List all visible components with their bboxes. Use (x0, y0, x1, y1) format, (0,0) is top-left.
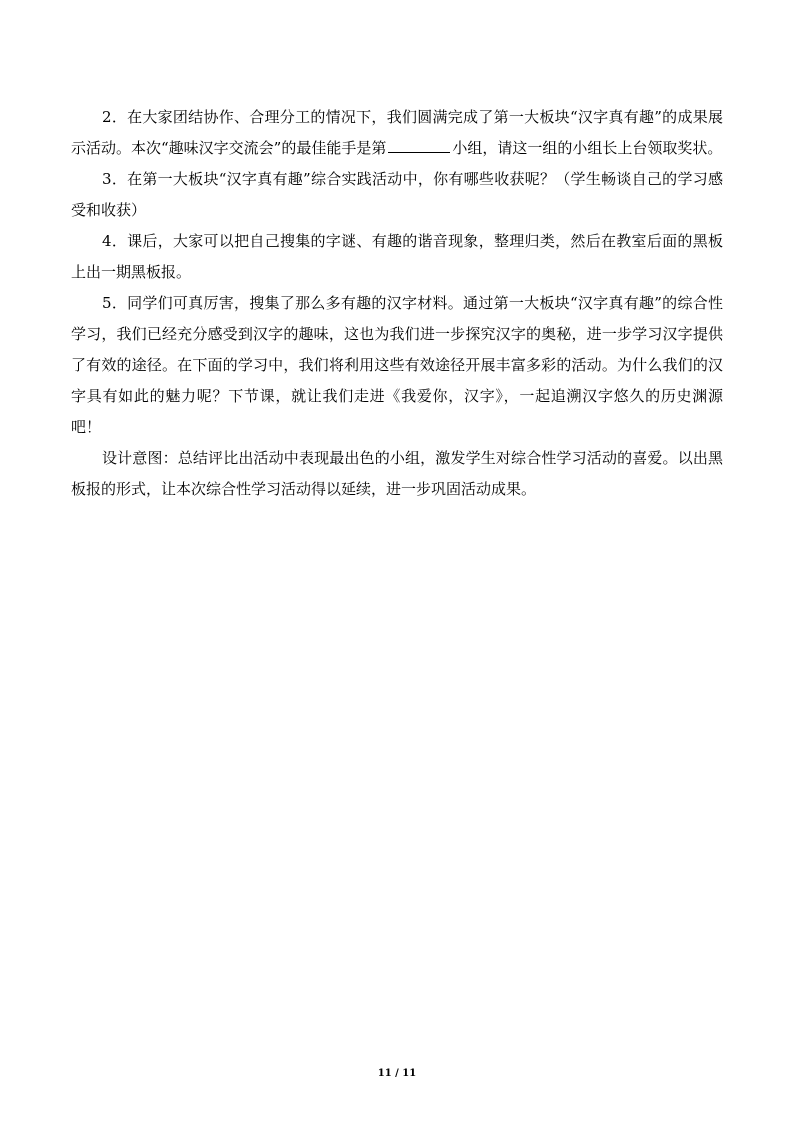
paragraph-text: 小组，请这一组的小组长上台领取奖状。 (452, 139, 723, 157)
paragraph-item-5: 5．同学们可真厉害，搜集了那么多有趣的汉字材料。通过第一大板块“汉字真有趣”的综合性学习，我们已经充分感受到汉字的趣味，这也为我们进一步探究汉字的奥秘，进一步学习汉字提供了有效的途径。在下面的学习中，我们将利用这些有效途径开展丰富多彩的活动。为什么我们的汉字具有如此的魅力呢？下节课，就让我们走进《我爱你，汉字》，一起追溯汉字悠久的历史渊源吧！ (71, 294, 723, 436)
page-number: 11 / 11 (377, 1068, 417, 1079)
document-body (71, 102, 723, 505)
paragraph-item-4: 4．课后，大家可以把自己搜集的字谜、有趣的谐音现象，整理归类，然后在教室后面的黑板上出一期黑板报。 (71, 232, 723, 281)
design-intent-paragraph: 设计意图：总结评比出活动中表现最出色的小组，激发学生对综合性学习活动的喜爱。以出黑板报的形式，让本次综合性学习活动得以延续，进一步巩固活动成果。 (71, 449, 723, 498)
paragraph-item-3: 3．在第一大板块“汉字真有趣”综合实践活动中，你有哪些收获呢？（学生畅谈自己的学习感受和收获） (71, 170, 723, 219)
fill-in-blank (388, 136, 450, 153)
paragraph-item-2 (71, 102, 723, 164)
paragraph-text: 2．在大家团结协作、合理分工的情况下，我们圆满完成了第一大板块“汉字真有趣”的成果展示活动。本次“趣味汉字交流会”的最佳能手是第 (71, 108, 723, 157)
